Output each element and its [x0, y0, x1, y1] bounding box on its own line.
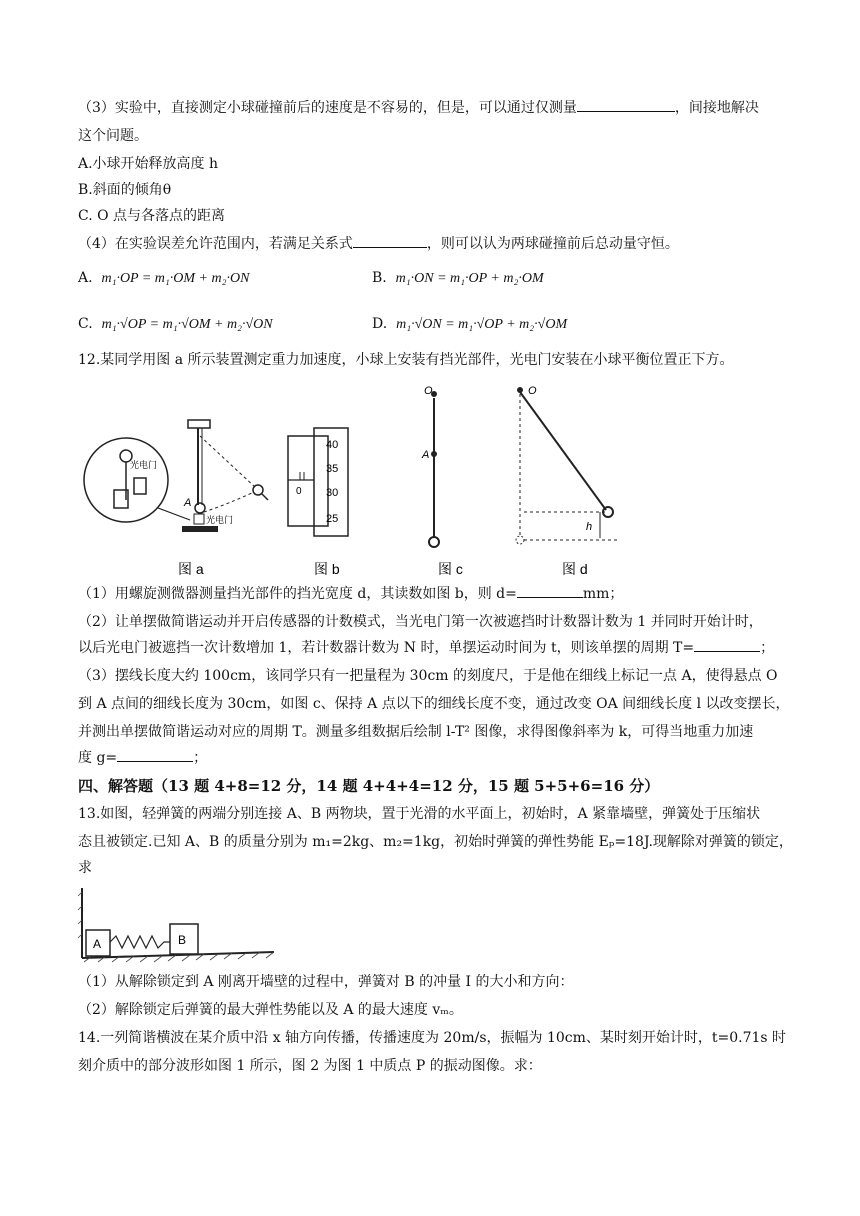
formula-option-a: A. m₁·OP = m₁·OM + m₂·ON: [78, 270, 250, 286]
formula-option-d: D. m₁·√ON = m₁·√OP + m₂·√OM: [372, 316, 568, 332]
q12-part3-line2: 到 A 点间的细线长度为 30cm，如图 c、保持 A 点以下的细线长度不变，通过改变 OA 间细线长度 l 以改变摆长，: [78, 696, 790, 712]
q14-line2: 刻介质中的部分波形如图 1 所示，图 2 为图 1 中质点 P 的振动图像。求：: [78, 1058, 542, 1074]
q14-line1: 14.一列简谐横波在某介质中沿 x 轴方向传播，传播速度为 20m/s，振幅为 10cm、某时刻开始计时，t=0.71s 时: [78, 1030, 787, 1046]
label-a-fig-a: A: [184, 497, 192, 509]
scale-30: 30: [326, 487, 339, 499]
q11-part3: （3）实验中，直接测定小球碰撞前后的速度是不容易的，但是，可以通过仅测量 ，间接地解决: [78, 94, 794, 122]
formula-option-b: B. m₁·ON = m₁·OP + m₂·OM: [372, 270, 544, 286]
scale-25: 25: [326, 513, 339, 525]
figure-b: [288, 428, 348, 536]
block-b-label: B: [178, 933, 187, 947]
figure-c: [421, 385, 439, 547]
scale-zero: 0: [296, 486, 302, 497]
answer-blank[interactable]: [694, 635, 760, 652]
section-heading: 四、解答题（13 题 4+8=12 分，14 题 4+4+4=12 分，15 题 5+5+6=16 分）: [78, 777, 660, 795]
q13-line2: 态且被锁定.已知 A、B 的质量分别为 m₁=2kg、m₂=1kg，初始时弹簧的弹性势能 Eₚ=18J.现解除对弹簧的锁定，: [78, 834, 793, 850]
label-o-fig-d: O: [528, 385, 537, 397]
q13-sub2: （2）解除锁定后弹簧的最大弹性势能以及 A 的最大速度 vₘ。: [78, 1002, 463, 1018]
q12-stem: 12.某同学用图 a 所示装置测定重力加速度，小球上安装有挡光部件，光电门安装在小球平衡位置正下方。: [78, 352, 734, 368]
answer-blank[interactable]: [353, 231, 427, 248]
scale-35: 35: [326, 463, 339, 475]
answer-blank[interactable]: [117, 745, 193, 762]
q11-option-a: A.小球开始释放高度 h: [78, 156, 219, 172]
q12-part3-line3: 并测出单摆做简谐运动对应的周期 T。测量多组数据后绘制 l-T² 图像，求得图像斜率为 k，可得当地重力加速: [78, 724, 754, 740]
block-a-label: A: [93, 937, 102, 951]
formula-option-c: C. m₁·√OP = m₁·√OM + m₂·√ON: [78, 316, 273, 332]
q12-part2-line1: （2）让单摆做简谐运动并开启传感器的计数模式，当光电门第一次被遮挡时计数器计数为 1 并同时开始计时，: [78, 614, 763, 630]
spring: [110, 936, 170, 948]
label-o-fig-c: O: [424, 385, 433, 397]
q11-option-c: C. O 点与各落点的距离: [78, 208, 226, 224]
answer-blank[interactable]: [517, 581, 583, 598]
gate-label-main: 光电门: [206, 515, 234, 525]
figure-a: [84, 420, 268, 532]
q12-part3-line1: （3）摆线长度大约 100cm，该同学只有一把量程为 30cm 的刻度尺，于是他在细线上标记一点 A，使得悬点 O: [78, 668, 778, 684]
q11-part3-cont: 这个问题。: [78, 128, 148, 144]
q12-figures: [78, 380, 638, 577]
answer-blank[interactable]: [577, 95, 675, 112]
gate-label-inset: 光电门: [130, 460, 158, 470]
q13-sub1: （1）从解除锁定到 A 刚离开墙壁的过程中，弹簧对 B 的冲量 I 的大小和方向：: [78, 974, 574, 990]
label-h-fig-d: h: [586, 521, 593, 533]
q11-part4: （4）在实验误差允许范围内，若满足关系式 ，则可以认为两球碰撞前后总动量守恒。: [78, 230, 794, 258]
caption-fig-a: 图 a: [178, 561, 204, 577]
q13-line1: 13.如图，轻弹簧的两端分别连接 A、B 两物块，置于光滑的水平面上，初始时，A 紧靠墙壁，弹簧处于压缩状: [78, 806, 761, 822]
caption-fig-c: 图 c: [438, 561, 463, 577]
label-a-fig-c: A: [422, 449, 430, 461]
q11-option-b: B.斜面的倾角θ: [78, 182, 172, 198]
scale-40: 40: [326, 439, 339, 451]
q13-line3: 求: [78, 860, 92, 876]
figure-d: [516, 385, 618, 544]
q13-figure: [78, 882, 278, 966]
q12-part1: （1）用螺旋测微器测量挡光部件的挡光宽度 d，其读数如图 b，则 d= mm；: [78, 580, 794, 608]
q12-part2-line2: 以后光电门被遮挡一次计数增加 1，若计数器计数为 N 时，单摆运动时间为 t，则该单摆的周期 T= ；: [78, 634, 794, 662]
q12-part3-line4: 度 g= ；: [78, 744, 794, 772]
caption-fig-d: 图 d: [562, 561, 588, 577]
caption-fig-b: 图 b: [314, 561, 340, 577]
